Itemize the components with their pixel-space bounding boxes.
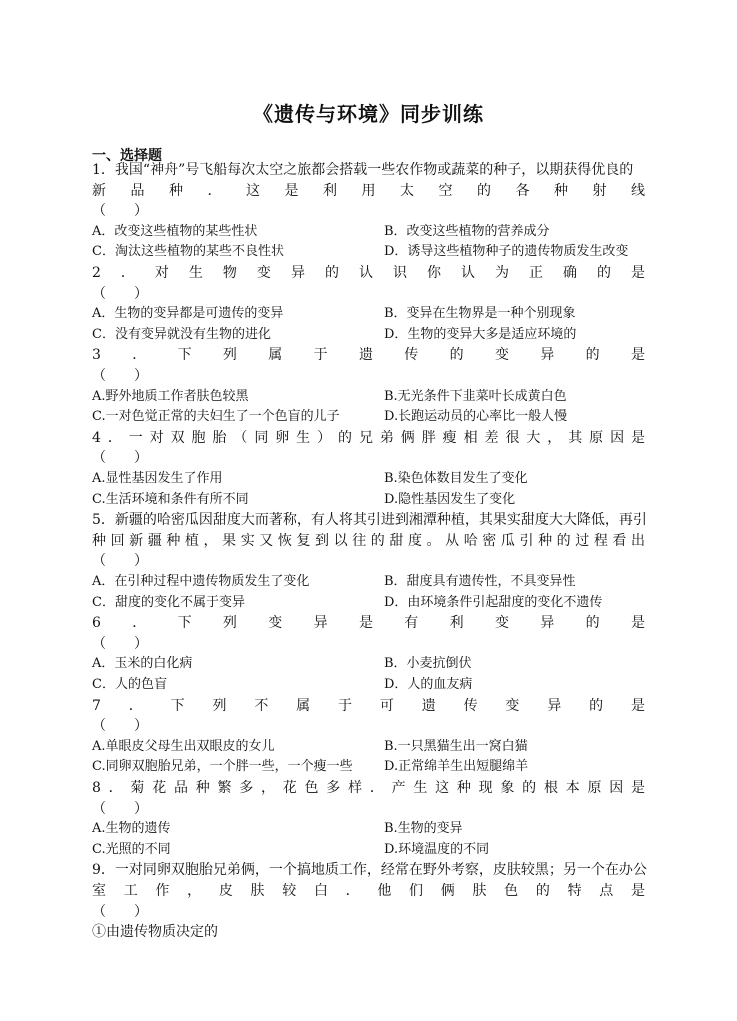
question-6-option: D．人的血友病	[384, 677, 473, 692]
question-6-line: （ ）	[92, 635, 148, 652]
question-3-option: B.无光条件下韭菜叶长成黄白色	[384, 388, 567, 404]
question-8-line: 8．菊花品种繁多，花色多样．产生这种现象的根本原因是	[92, 780, 645, 796]
question-3-option: C.一对色觉正常的夫妇生了一个色盲的儿子	[92, 409, 340, 425]
question-3-option: D.长跑运动员的心率比一般人慢	[384, 409, 568, 425]
question-8-option: D.环境温度的不同	[384, 841, 490, 857]
question-8-option: B.生物的变异	[384, 821, 463, 837]
question-7-option: A.单眼皮父母生出双眼皮的女儿	[92, 738, 275, 754]
question-1-line: 1．我国“神舟”号飞船每次太空之旅都会搭载一些农作物或蔬菜的种子，以期获得优良的	[92, 162, 634, 178]
question-4-option: A.显性基因发生了作用	[92, 471, 223, 486]
question-2-option: A．生物的变异都是可遗传的变异	[92, 306, 284, 322]
question-5-line: 5．新疆的哈密瓜因甜度大而著称，有人将其引进到湘潭种植，其果实甜度大大降低，再引	[92, 512, 647, 529]
question-1-option: D．诱导这些植物种子的遗传物质发生改变	[384, 244, 629, 260]
question-5-option: B．甜度具有遗传性，不具变异性	[384, 574, 576, 589]
question-7-option: B.一只黑猫生出一窝白猫	[384, 738, 528, 754]
question-1-option: A．改变这些植物的某些性状	[92, 223, 258, 239]
question-3-option: A.野外地质工作者肤色较黑	[92, 388, 249, 404]
question-6-option: C．人的色盲	[92, 677, 167, 692]
question-4-line: （ ）	[92, 450, 148, 467]
question-4-option: B.染色体数目发生了变化	[384, 471, 528, 486]
question-7-option: D.正常绵羊生出短腿绵羊	[384, 759, 529, 775]
question-4-option: C.生活环境和条件有所不同	[92, 491, 249, 507]
trailing-statement: ①由遗传物质决定的	[92, 924, 218, 941]
section-heading: 一、选择题	[92, 148, 162, 164]
question-1-option: B．改变这些植物的营养成分	[384, 223, 550, 239]
question-5-option: C．甜度的变化不属于变异	[92, 594, 245, 610]
question-3-line: 3．下列属于遗传的变异的是	[92, 347, 645, 364]
question-9-line: 9．一对同卵双胞胎兄弟俩，一个搞地质工作，经常在野外考察，皮肤较黑；另一个在办公	[92, 862, 647, 879]
question-5-line: （ ）	[92, 553, 148, 570]
question-1-line: 新品种．这是利用太空的各种射线	[92, 182, 645, 199]
question-7-line: 7．下列不属于可遗传变异的是	[92, 697, 645, 714]
question-6-line: 6．下列变异是有利变异的是	[92, 615, 645, 632]
question-2-option: B．变异在生物界是一种个别现象	[384, 306, 576, 322]
question-7-option: C.同卵双胞胎兄弟，一个胖一些，一个瘦一些	[92, 759, 353, 775]
question-5-line: 种回新疆种植，果实又恢复到以往的甜度。从哈密瓜引种的过程看出	[92, 532, 645, 549]
question-5-option: D．由环境条件引起甜度的变化不遗传	[384, 594, 603, 610]
question-8-option: C.光照的不同	[92, 841, 171, 857]
page-title: 《遗传与环境》同步训练	[253, 102, 484, 126]
question-2-line: （ ）	[92, 285, 148, 302]
question-6-option: A．玉米的白化病	[92, 656, 193, 672]
question-9-line: （ ）	[92, 903, 148, 920]
question-6-option: B．小麦抗倒伏	[384, 656, 472, 672]
question-1-option: C．淘汰这些植物的某些不良性状	[92, 244, 284, 260]
question-1-line: （ ）	[92, 203, 148, 220]
question-9-line: 室工作，皮肤较白．他们俩肤色的特点是	[92, 883, 645, 899]
question-2-line: 2．对生物变异的认识你认为正确的是	[92, 265, 645, 281]
question-8-line: （ ）	[92, 800, 148, 817]
question-7-line: （ ）	[92, 718, 148, 735]
question-8-option: A.生物的遗传	[92, 821, 171, 837]
question-4-line: 4．一对双胞胎（同卵生）的兄弟俩胖瘦相差很大，其原因是	[92, 429, 645, 446]
question-2-option: D．生物的变异大多是适应环境的	[384, 326, 577, 342]
question-3-line: （ ）	[92, 368, 148, 384]
question-4-option: D.隐性基因发生了变化	[384, 491, 516, 507]
question-2-option: C．没有变异就没有生物的进化	[92, 326, 271, 342]
question-5-option: A．在引种过程中遗传物质发生了变化	[92, 574, 310, 589]
